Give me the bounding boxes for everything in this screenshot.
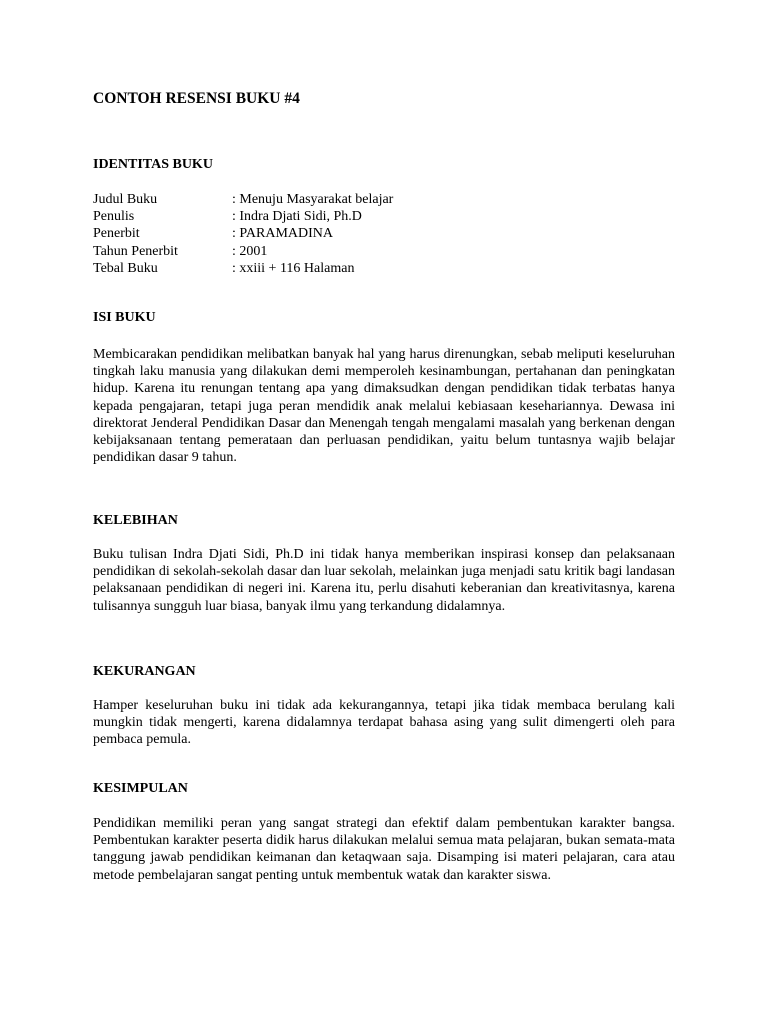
identity-row-judul (93, 191, 393, 208)
paragraph-kelebihan: Buku tulisan Indra Djati Sidi, Ph.D ini tidak hanya memberikan inspirasi konsep dan pelaksanaan pendidikan di sekolah-sekolah dasar dan luar sekolah, melainkan juga menjadi satu kritik bagi landasan pelaksanaan pendidikan di negeri ini. Karena itu, perlu disahuti keberanian dan kreativitasnya, karena tulisannya sungguh luar biasa, banyak ilmu yang terkandung didalamnya. (93, 547, 675, 614)
paragraph-isi-buku: Membicarakan pendidikan melibatkan banyak hal yang harus direnungkan, sebab meliputi keseluruhan tingkah laku manusia yang dilakukan demi memperoleh kesinambungan, pertahanan dan peningkatan hidup. Karena itu renungan tentang apa yang dimaksudkan dengan pendidikan tidak terbatas hanya kepada pengajaran, tetapi juga peran mendidik anak melalui kebiasaan kesehariannya. Dewasa ini direktorat Jenderal Pendidikan Dasar dan Menengah tengah mengalami masalah yang berkenan dengan kebijaksanaan tentang pemerataan dan perluasan pendidikan, yaitu belum tuntasnya wajib belajar pendidikan dasar 9 tahun. (93, 347, 675, 466)
identity-row-penulis (93, 208, 393, 225)
heading-kekurangan: KEKURANGAN (93, 664, 196, 679)
book-identity-table (93, 191, 393, 277)
identity-value: : Indra Djati Sidi, Ph.D (232, 209, 362, 225)
paragraph-kesimpulan: Pendidikan memiliki peran yang sangat strategi dan efektif dalam pembentukan karakter bangsa. Pembentukan karakter peserta didik harus dilakukan melalui semua mata pelajaran, bukan semata-mata tanggung jawab pendidikan keimanan dan ketaqwaan saja. Disamping isi materi pelajaran, cara atau metode pembelajaran sangat penting untuk membentuk watak dan karakter siswa. (93, 816, 675, 883)
identity-row-penerbit (93, 225, 393, 242)
heading-kesimpulan: KESIMPULAN (93, 781, 188, 796)
heading-identitas-buku: IDENTITAS BUKU (93, 157, 213, 172)
document-title: CONTOH RESENSI BUKU #4 (93, 90, 300, 107)
identity-label: Tebal Buku (93, 260, 158, 276)
identity-label: Penulis (93, 209, 135, 225)
paragraph-kekurangan: Hamper keseluruhan buku ini tidak ada kekurangannya, tetapi jika tidak membaca berulang kali mungkin tidak mengerti, karena didalamnya terdapat bahasa asing yang sulit dimengerti oleh para pembaca pemula. (93, 698, 675, 748)
identity-value: : 2001 (232, 243, 268, 259)
identity-label: Tahun Penerbit (93, 243, 178, 259)
identity-value: : xxiii + 116 Halaman (232, 260, 355, 276)
identity-row-tahun (93, 243, 393, 260)
heading-kelebihan: KELEBIHAN (93, 513, 178, 528)
identity-label: Judul Buku (93, 192, 158, 207)
identity-value: : Menuju Masyarakat belajar (232, 192, 394, 207)
heading-isi-buku: ISI BUKU (93, 310, 156, 325)
identity-value: : PARAMADINA (232, 226, 334, 242)
identity-label: Penerbit (93, 226, 140, 242)
identity-row-tebal (93, 260, 393, 277)
